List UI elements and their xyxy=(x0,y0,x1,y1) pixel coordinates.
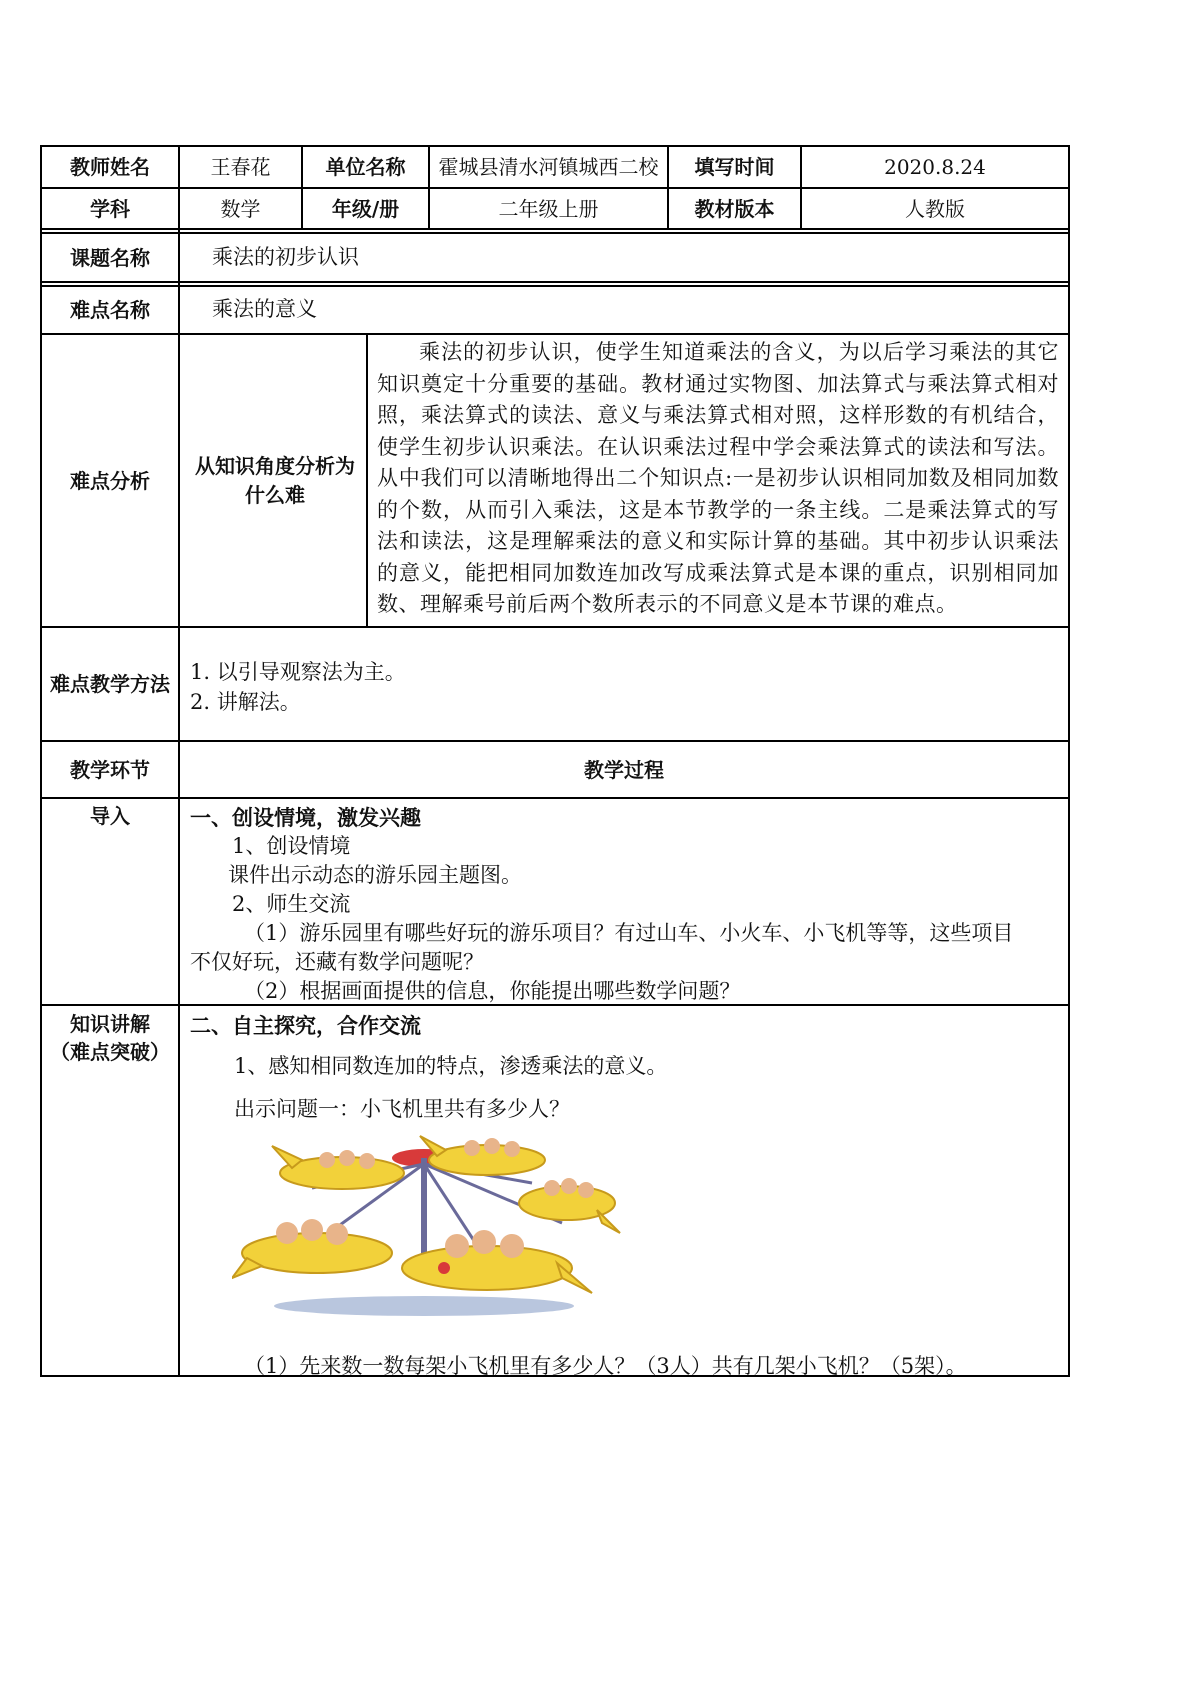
process-header: 教学过程 xyxy=(584,757,664,782)
row-divider xyxy=(40,626,1070,628)
edition-label: 教材版本 xyxy=(694,197,775,221)
subject-label: 学科 xyxy=(90,197,130,221)
carousel-airplanes-image xyxy=(232,1128,622,1318)
intro-heading: 一、创设情境，激发兴趣 xyxy=(190,806,421,830)
date-label: 填写时间 xyxy=(694,155,775,179)
method-item-1: 1. 以引导观察法为主。 xyxy=(190,660,406,684)
topic-label: 课题名称 xyxy=(70,245,150,270)
airplane xyxy=(402,1230,592,1293)
airplane xyxy=(519,1178,620,1233)
airplane xyxy=(420,1136,545,1175)
date-value: 2020.8.24 xyxy=(884,155,986,179)
analysis-text: 乘法的初步认识，使学生知道乘法的含义，为以后学习乘法的其它知识奠定十分重要的基础。教材通过实物图、加法算式与乘法算式相对照，乘法算式的读法、意义与乘法算式相对照，这样形数的有机结合，使学生初步认识乘法。在认识乘法过程中学会乘法算式的读法和写法。从中我们可以清晰地得出二个知识点:一是初步认识相同加数及相同加数的个数，从而引入乘法，这是本节教学的一条主线。二是乘法算式的写法和读法，这是理解乘法的意义和实际计算的基础。其中初步认识乘法的意义，能把相同加数连加改写成乘法算式是本课的重点，识别相同加数、理解乘号前后两个数所表示的不同意义是本节课的难点。 xyxy=(377,340,1059,616)
intro-line: 1、创设情境 xyxy=(232,834,351,858)
grade-label: 年级/册 xyxy=(331,197,400,221)
unit-value: 霍城县清水河镇城西二校 xyxy=(438,155,659,179)
analysis-label: 难点分析 xyxy=(70,468,150,493)
knowledge-line: （1）先来数一数每架小飞机里有多少人？（3人）共有几架小飞机？（5架）。 xyxy=(244,1354,967,1378)
teacher-value: 王春花 xyxy=(210,155,271,179)
method-label: 难点教学方法 xyxy=(50,672,170,696)
intro-line: 课件出示动态的游乐园主题图。 xyxy=(228,863,522,887)
intro-line: 不仅好玩，还藏有数学问题呢？ xyxy=(190,950,484,974)
knowledge-stage: 知识讲解 xyxy=(70,1012,150,1036)
grade-value: 二年级上册 xyxy=(498,197,599,221)
row-divider xyxy=(40,281,1070,283)
method-item-2: 2. 讲解法。 xyxy=(190,690,301,714)
difficulty-value: 乘法的意义 xyxy=(212,297,317,322)
knowledge-heading: 二、自主探究，合作交流 xyxy=(190,1014,421,1038)
intro-line: 2、师生交流 xyxy=(232,892,351,916)
stage-header: 教学环节 xyxy=(70,757,150,782)
airplane xyxy=(272,1146,404,1189)
teacher-label: 教师姓名 xyxy=(70,155,150,179)
analysis-sub-label: 从知识角度分析为什么难 xyxy=(195,453,355,507)
knowledge-line: 1、感知相同数连加的特点，渗透乘法的意义。 xyxy=(234,1054,668,1078)
intro-line: （2）根据画面提供的信息，你能提出哪些数学问题？ xyxy=(244,979,741,1003)
row-divider xyxy=(40,797,1070,799)
topic-value: 乘法的初步认识 xyxy=(212,244,359,269)
subject-value: 数学 xyxy=(220,197,261,221)
unit-label: 单位名称 xyxy=(325,155,406,179)
intro-stage: 导入 xyxy=(90,804,130,828)
knowledge-line: 出示问题一：小飞机里共有多少人？ xyxy=(234,1097,570,1121)
table-border-right xyxy=(1068,145,1070,1377)
intro-line: （1）游乐园里有哪些好玩的游乐项目？有过山车、小火车、小飞机等等，这些项目 xyxy=(244,921,1014,945)
knowledge-stage-sub: （难点突破） xyxy=(50,1040,170,1064)
edition-value: 人教版 xyxy=(905,197,965,221)
carousel-base xyxy=(274,1296,574,1316)
col-divider xyxy=(366,333,368,628)
airplane xyxy=(232,1219,392,1278)
difficulty-label: 难点名称 xyxy=(70,298,150,322)
